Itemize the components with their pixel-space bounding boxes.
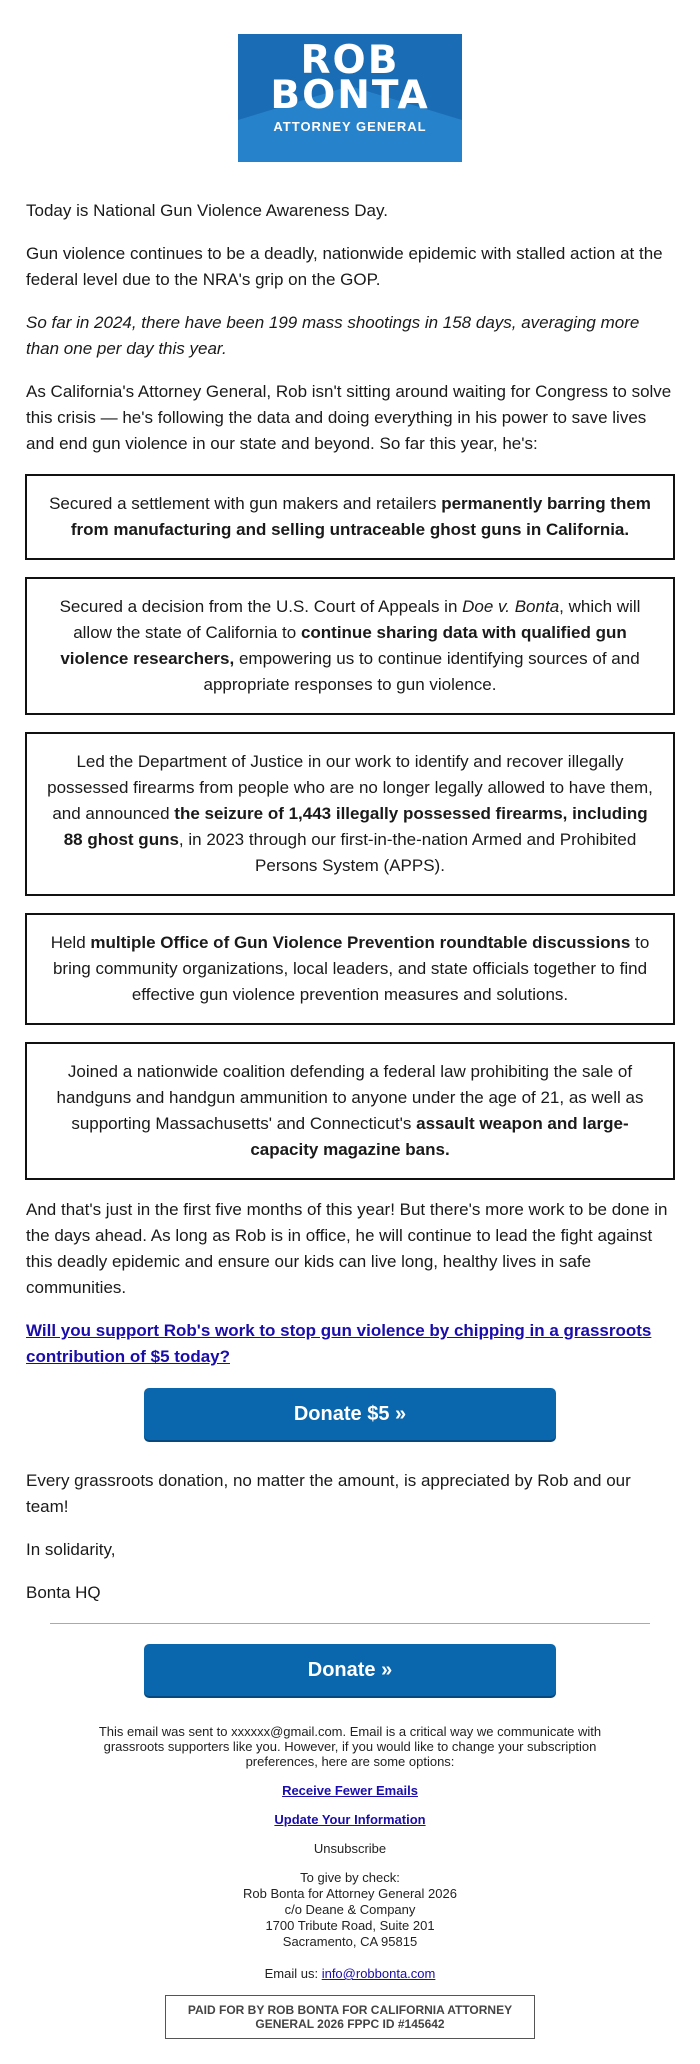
logo-line2: BONTA xyxy=(270,73,430,118)
intro-paragraph-2: Gun violence continues to be a deadly, nationwide epidemic with stalled action at the federal level due to the NRA's grip on the GOP. xyxy=(26,244,663,289)
accomplishment-box-roundtables xyxy=(25,913,675,1025)
email-body xyxy=(25,0,675,2039)
email-link[interactable]: info@robbonta.com xyxy=(321,1966,436,1981)
box-text: , which will allow the state of California to xyxy=(73,597,641,642)
case-name: Doe v. Bonta xyxy=(462,597,560,616)
box-bold-text: assault weapon and large-capacity magazine bans. xyxy=(250,1114,629,1159)
logo-line1: ROB xyxy=(300,38,400,83)
box-text: to bring community organizations, local leaders, and state officials together to find effective gun violence prevention measures and solutions. xyxy=(52,933,650,1004)
accomplishment-box-firearm-seizure xyxy=(25,732,675,896)
box-bold-text: multiple Office of Gun Violence Prevention roundtable discussions xyxy=(90,933,631,952)
donate-button[interactable]: Donate » xyxy=(144,1644,556,1696)
box-bold-text: continue sharing data with qualified gun violence researchers, xyxy=(60,623,627,668)
donate-5-button[interactable]: Donate $5 » xyxy=(144,1388,556,1440)
logo-subtitle: ATTORNEY GENERAL xyxy=(273,119,427,134)
divider xyxy=(50,1623,650,1624)
unsubscribe-link[interactable]: Unsubscribe xyxy=(313,1841,387,1856)
box-text: empowering us to continue identifying sources of and appropriate responses to gun violence. xyxy=(203,649,640,694)
subscription-note: This email was sent to xxxxxx@gmail.com. Email is a critical way we communicate with grassroots supporters like you. However, if you would like to change your subscription preferences, here are some options: xyxy=(98,1724,602,1769)
signature: Bonta HQ xyxy=(26,1583,101,1602)
box-text: Joined a nationwide coalition defending a federal law prohibiting the sale of handguns and handgun ammunition to anyone under the age of 21, as well as supporting Massachusetts' and Connecticut's xyxy=(56,1062,644,1133)
address-line: Rob Bonta for Attorney General 2026 xyxy=(243,1886,457,1901)
update-information-link[interactable]: Update Your Information xyxy=(274,1812,426,1827)
email-line xyxy=(25,1966,675,1981)
accomplishment-box-research-data xyxy=(25,577,675,715)
body-paragraph: And that's just in the first five months of this year! But there's more work to be done in the days ahead. As long as Rob is in office, he will continue to lead the fight against this deadly epidemic and ensure our kids can live long, healthy lives in safe communities. xyxy=(26,1200,668,1297)
intro-paragraph-1: Today is National Gun Violence Awareness Day. xyxy=(26,201,388,220)
receive-fewer-emails-link[interactable]: Receive Fewer Emails xyxy=(282,1783,418,1798)
mass-shootings-stat: So far in 2024, there have been 199 mass shootings in 158 days, averaging more than one per day this year. xyxy=(26,313,640,358)
rob-bonta-logo xyxy=(238,34,462,162)
address-line: c/o Deane & Company xyxy=(284,1902,416,1917)
box-text: Secured a settlement with gun makers and retailers xyxy=(49,494,442,513)
logo-name xyxy=(238,34,462,118)
address-line: Sacramento, CA 95815 xyxy=(282,1934,418,1949)
mailing-address xyxy=(25,1870,675,1950)
contribution-link[interactable]: Will you support Rob's work to stop gun violence by chipping in a grassroots contribution of $5 today? xyxy=(26,1321,652,1366)
box-text: , in 2023 through our first-in-the-nation Armed and Prohibited Persons System (APPS). xyxy=(178,830,637,875)
signoff: In solidarity, xyxy=(26,1540,116,1559)
intro-paragraph-4: As California's Attorney General, Rob isn't sitting around waiting for Congress to solve this crisis — he's following the data and doing everything in his power to save lives and end gun violence in our state and beyond. So far this year, he's: xyxy=(26,382,672,453)
footer xyxy=(25,1724,675,2039)
accomplishment-box-coalition xyxy=(25,1042,675,1180)
address-line: 1700 Tribute Road, Suite 201 xyxy=(265,1918,435,1933)
box-bold-text: the seizure of 1,443 illegally possessed firearms, including 88 ghost guns xyxy=(63,804,648,849)
paid-for-disclaimer: PAID FOR BY ROB BONTA FOR CALIFORNIA ATTORNEY GENERAL 2026 FPPC ID #145642 xyxy=(165,1995,535,2039)
accomplishment-box-ghost-guns xyxy=(25,474,675,560)
box-text: Held xyxy=(50,933,91,952)
box-bold-text: permanently barring them from manufacturing and selling untraceable ghost guns in California. xyxy=(70,494,651,539)
box-text: Led the Department of Justice in our work to identify and recover illegally possessed firearms from people who are no longer legally allowed to have them, and announced xyxy=(47,752,653,823)
thanks-paragraph: Every grassroots donation, no matter the amount, is appreciated by Rob and our team! xyxy=(26,1471,631,1516)
email-label: Email us: xyxy=(264,1966,322,1981)
box-text: Secured a decision from the U.S. Court of Appeals in xyxy=(59,597,463,616)
address-line: To give by check: xyxy=(300,1870,400,1885)
